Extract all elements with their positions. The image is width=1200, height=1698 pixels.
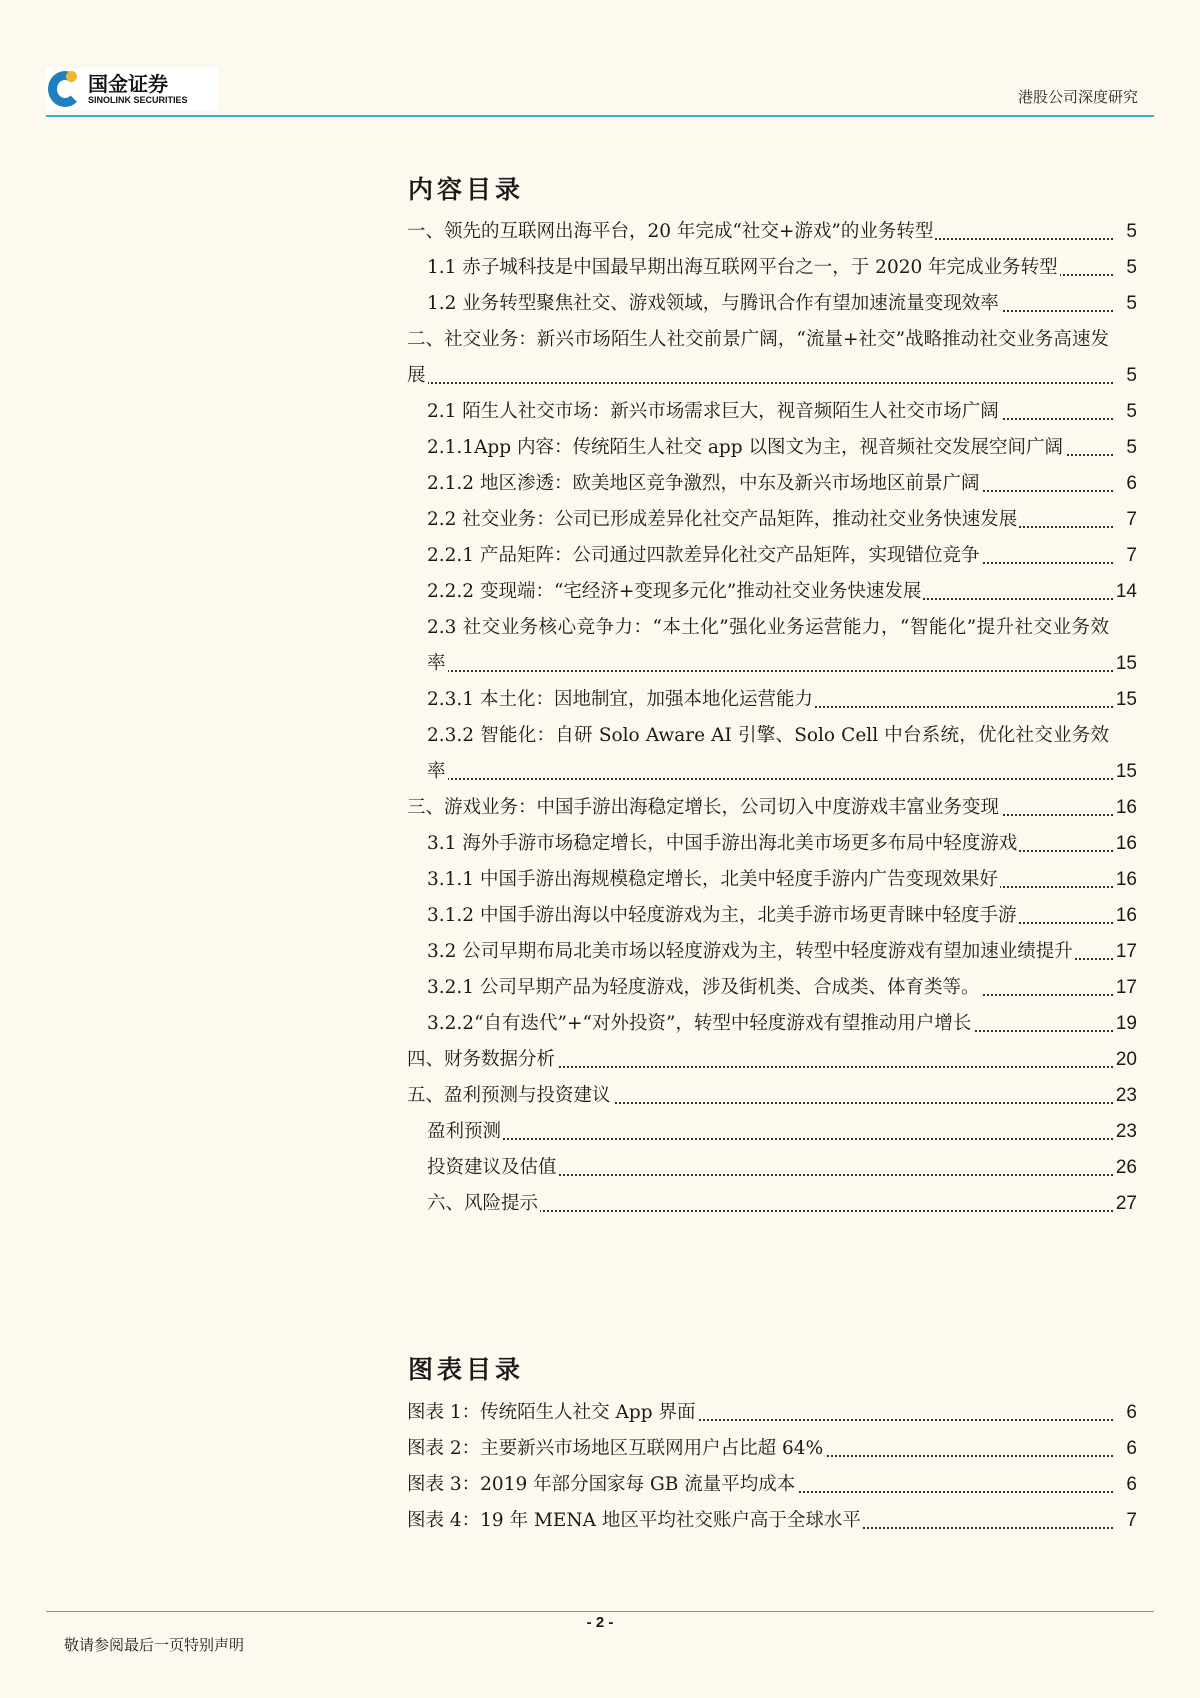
toc-entry[interactable]: [407, 430, 1137, 466]
toc-entry-text: 2.3.2 智能化：自研 Solo Aware AI 引擎、Solo Cell 中台系统，优化社交业务效率: [427, 725, 1109, 782]
company-logo: [46, 68, 218, 110]
toc-entry-text: 图表 4：19 年 MENA 地区平均社交账户高于全球水平: [407, 1510, 861, 1531]
toc-entry[interactable]: [407, 934, 1137, 970]
toc-entry-page: 5: [1126, 394, 1137, 430]
toc-entry[interactable]: [407, 1078, 1137, 1114]
toc-entry[interactable]: [407, 502, 1137, 538]
toc-title: 内容目录: [408, 175, 525, 204]
toc-entry[interactable]: [407, 322, 1137, 394]
figure-list: [407, 1395, 1137, 1539]
logo-en: SINOLINK SECURITIES: [88, 95, 188, 105]
toc-entry[interactable]: [407, 1395, 1137, 1431]
toc-entry-page: 17: [1116, 970, 1137, 1006]
toc-entry[interactable]: [407, 286, 1137, 322]
toc-entry[interactable]: [407, 538, 1137, 574]
toc-entry-page: 5: [1126, 250, 1137, 286]
toc-entry[interactable]: [407, 394, 1137, 430]
toc-entry-text: 1.2 业务转型聚焦社交、游戏领域，与腾讯合作有望加速流量变现效率: [427, 293, 999, 314]
toc-entry-text: 3.2.1 公司早期产品为轻度游戏，涉及街机类、合成类、体育类等。: [427, 977, 980, 998]
toc-entry[interactable]: [407, 1503, 1137, 1539]
toc-entry-page: 16: [1116, 826, 1137, 862]
toc-entry-page: 7: [1126, 538, 1137, 574]
toc-entry-text: 2.2 社交业务：公司已形成差异化社交产品矩阵，推动社交业务快速发展: [427, 509, 1018, 530]
toc-entry-page: 23: [1116, 1114, 1137, 1150]
toc-entry-text: 2.1.1App 内容：传统陌生人社交 app 以图文为主，视音频社交发展空间广阔: [427, 437, 1063, 458]
toc-entry-text: 六、风险提示: [427, 1193, 539, 1214]
toc-entry-text: 图表 3：2019 年部分国家每 GB 流量平均成本: [407, 1474, 796, 1495]
toc-entry-page: 15: [1116, 646, 1137, 682]
toc-entry-text: 2.2.2 变现端：“宅经济+变现多元化”推动社交业务快速发展: [427, 581, 922, 602]
toc-entry[interactable]: [407, 1431, 1137, 1467]
toc-entry-text: 2.3.1 本土化：因地制宜，加强本地化运营能力: [427, 689, 813, 710]
toc-entry-page: 6: [1126, 1395, 1137, 1431]
toc-entry-text: 2.1 陌生人社交市场：新兴市场需求巨大，视音频陌生人社交市场广阔: [427, 401, 999, 422]
toc-entry-text: 3.1 海外手游市场稳定增长，中国手游出海北美市场更多布局中轻度游戏: [427, 833, 1018, 854]
toc-entry[interactable]: [407, 1042, 1137, 1078]
logo-cn: 国金证券: [88, 72, 168, 96]
toc-entry-text: 四、财务数据分析: [407, 1049, 556, 1070]
toc-entry-text: 一、领先的互联网出海平台，20 年完成“社交+游戏”的业务转型: [407, 221, 934, 242]
toc-entry-text: 五、盈利预测与投资建议: [407, 1085, 611, 1106]
toc-entry[interactable]: [407, 1150, 1137, 1186]
toc-entry-text: 3.2 公司早期布局北美市场以轻度游戏为主，转型中轻度游戏有望加速业绩提升: [427, 941, 1073, 962]
toc-entry-page: 16: [1116, 790, 1137, 826]
toc-entry-page: 7: [1126, 1503, 1137, 1539]
toc-entry-text: 2.2.1 产品矩阵：公司通过四款差异化社交产品矩阵，实现错位竞争: [427, 545, 980, 566]
toc-entry[interactable]: [407, 970, 1137, 1006]
toc-entry-page: 15: [1116, 754, 1137, 790]
toc-entry[interactable]: [407, 790, 1137, 826]
footer-divider: [46, 1611, 1154, 1612]
document-type: 港股公司深度研究: [1017, 88, 1138, 106]
toc-entry-page: 19: [1116, 1006, 1137, 1042]
toc-entry-page: 16: [1116, 862, 1137, 898]
toc-entry-text: 3.2.2“自有迭代”+“对外投资”，转型中轻度游戏有望推动用户增长: [427, 1013, 972, 1034]
toc-entry[interactable]: [407, 214, 1137, 250]
toc-entry-page: 6: [1126, 1467, 1137, 1503]
page-number: - 2 -: [586, 1614, 614, 1631]
toc-entry-text: 2.1.2 地区渗透：欧美地区竞争激烈，中东及新兴市场地区前景广阔: [427, 473, 980, 494]
toc-entry[interactable]: [407, 682, 1137, 718]
toc-entry[interactable]: [407, 1467, 1137, 1503]
figure-list-title: 图表目录: [408, 1355, 525, 1384]
toc-entry-text: 盈利预测: [427, 1121, 502, 1142]
disclaimer: 敬请参阅最后一页特别声明: [64, 1636, 245, 1654]
toc-entry-page: 16: [1116, 898, 1137, 934]
logo-icon: [46, 69, 84, 109]
toc-entry[interactable]: [407, 862, 1137, 898]
toc-entry-text: 图表 1：传统陌生人社交 App 界面: [407, 1402, 696, 1423]
toc-entry-text: 3.1.2 中国手游出海以中轻度游戏为主，北美手游市场更青睐中轻度手游: [427, 905, 1017, 926]
toc-entry-page: 23: [1116, 1078, 1137, 1114]
toc-entry-page: 17: [1116, 934, 1137, 970]
toc-entry-page: 15: [1116, 682, 1137, 718]
toc-entry-page: 14: [1116, 574, 1137, 610]
toc-entry[interactable]: [407, 250, 1137, 286]
toc-entry-text: 二、社交业务：新兴市场陌生人社交前景广阔，“流量+社交”战略推动社交业务高速发展: [407, 329, 1109, 386]
toc-entry-page: 7: [1126, 502, 1137, 538]
toc-entry-page: 6: [1126, 1431, 1137, 1467]
toc-entry[interactable]: [407, 574, 1137, 610]
toc-entry-page: 26: [1116, 1150, 1137, 1186]
toc-entry[interactable]: [407, 1186, 1137, 1222]
toc-entry[interactable]: [407, 826, 1137, 862]
toc-entry-page: 5: [1126, 430, 1137, 466]
toc-entry[interactable]: [407, 1114, 1137, 1150]
toc-entry-page: 27: [1116, 1186, 1137, 1222]
toc-entry-page: 5: [1126, 358, 1137, 394]
toc-entry-text: 1.1 赤子城科技是中国最早期出海互联网平台之一，于 2020 年完成业务转型: [427, 257, 1058, 278]
toc-entry-text: 3.1.1 中国手游出海规模稳定增长，北美中轻度手游内广告变现效果好: [427, 869, 998, 890]
toc-entry-page: 6: [1126, 466, 1137, 502]
toc-entry-text: 三、游戏业务：中国手游出海稳定增长，公司切入中度游戏丰富业务变现: [407, 797, 1000, 818]
toc-entry-page: 5: [1126, 286, 1137, 322]
toc-entry-text: 图表 2：主要新兴市场地区互联网用户占比超 64%: [407, 1438, 824, 1459]
header-divider: [46, 115, 1154, 117]
toc-entry-page: 5: [1126, 214, 1137, 250]
toc-entry-text: 2.3 社交业务核心竞争力：“本土化”强化业务运营能力，“智能化”提升社交业务效率: [427, 617, 1109, 674]
toc-entry[interactable]: [407, 718, 1137, 790]
toc-entry[interactable]: [407, 898, 1137, 934]
table-of-contents: [407, 214, 1137, 1222]
toc-entry[interactable]: [407, 610, 1137, 682]
toc-entry[interactable]: [407, 1006, 1137, 1042]
toc-entry-text: 投资建议及估值: [427, 1157, 557, 1178]
toc-entry[interactable]: [407, 466, 1137, 502]
toc-entry-page: 20: [1116, 1042, 1137, 1078]
